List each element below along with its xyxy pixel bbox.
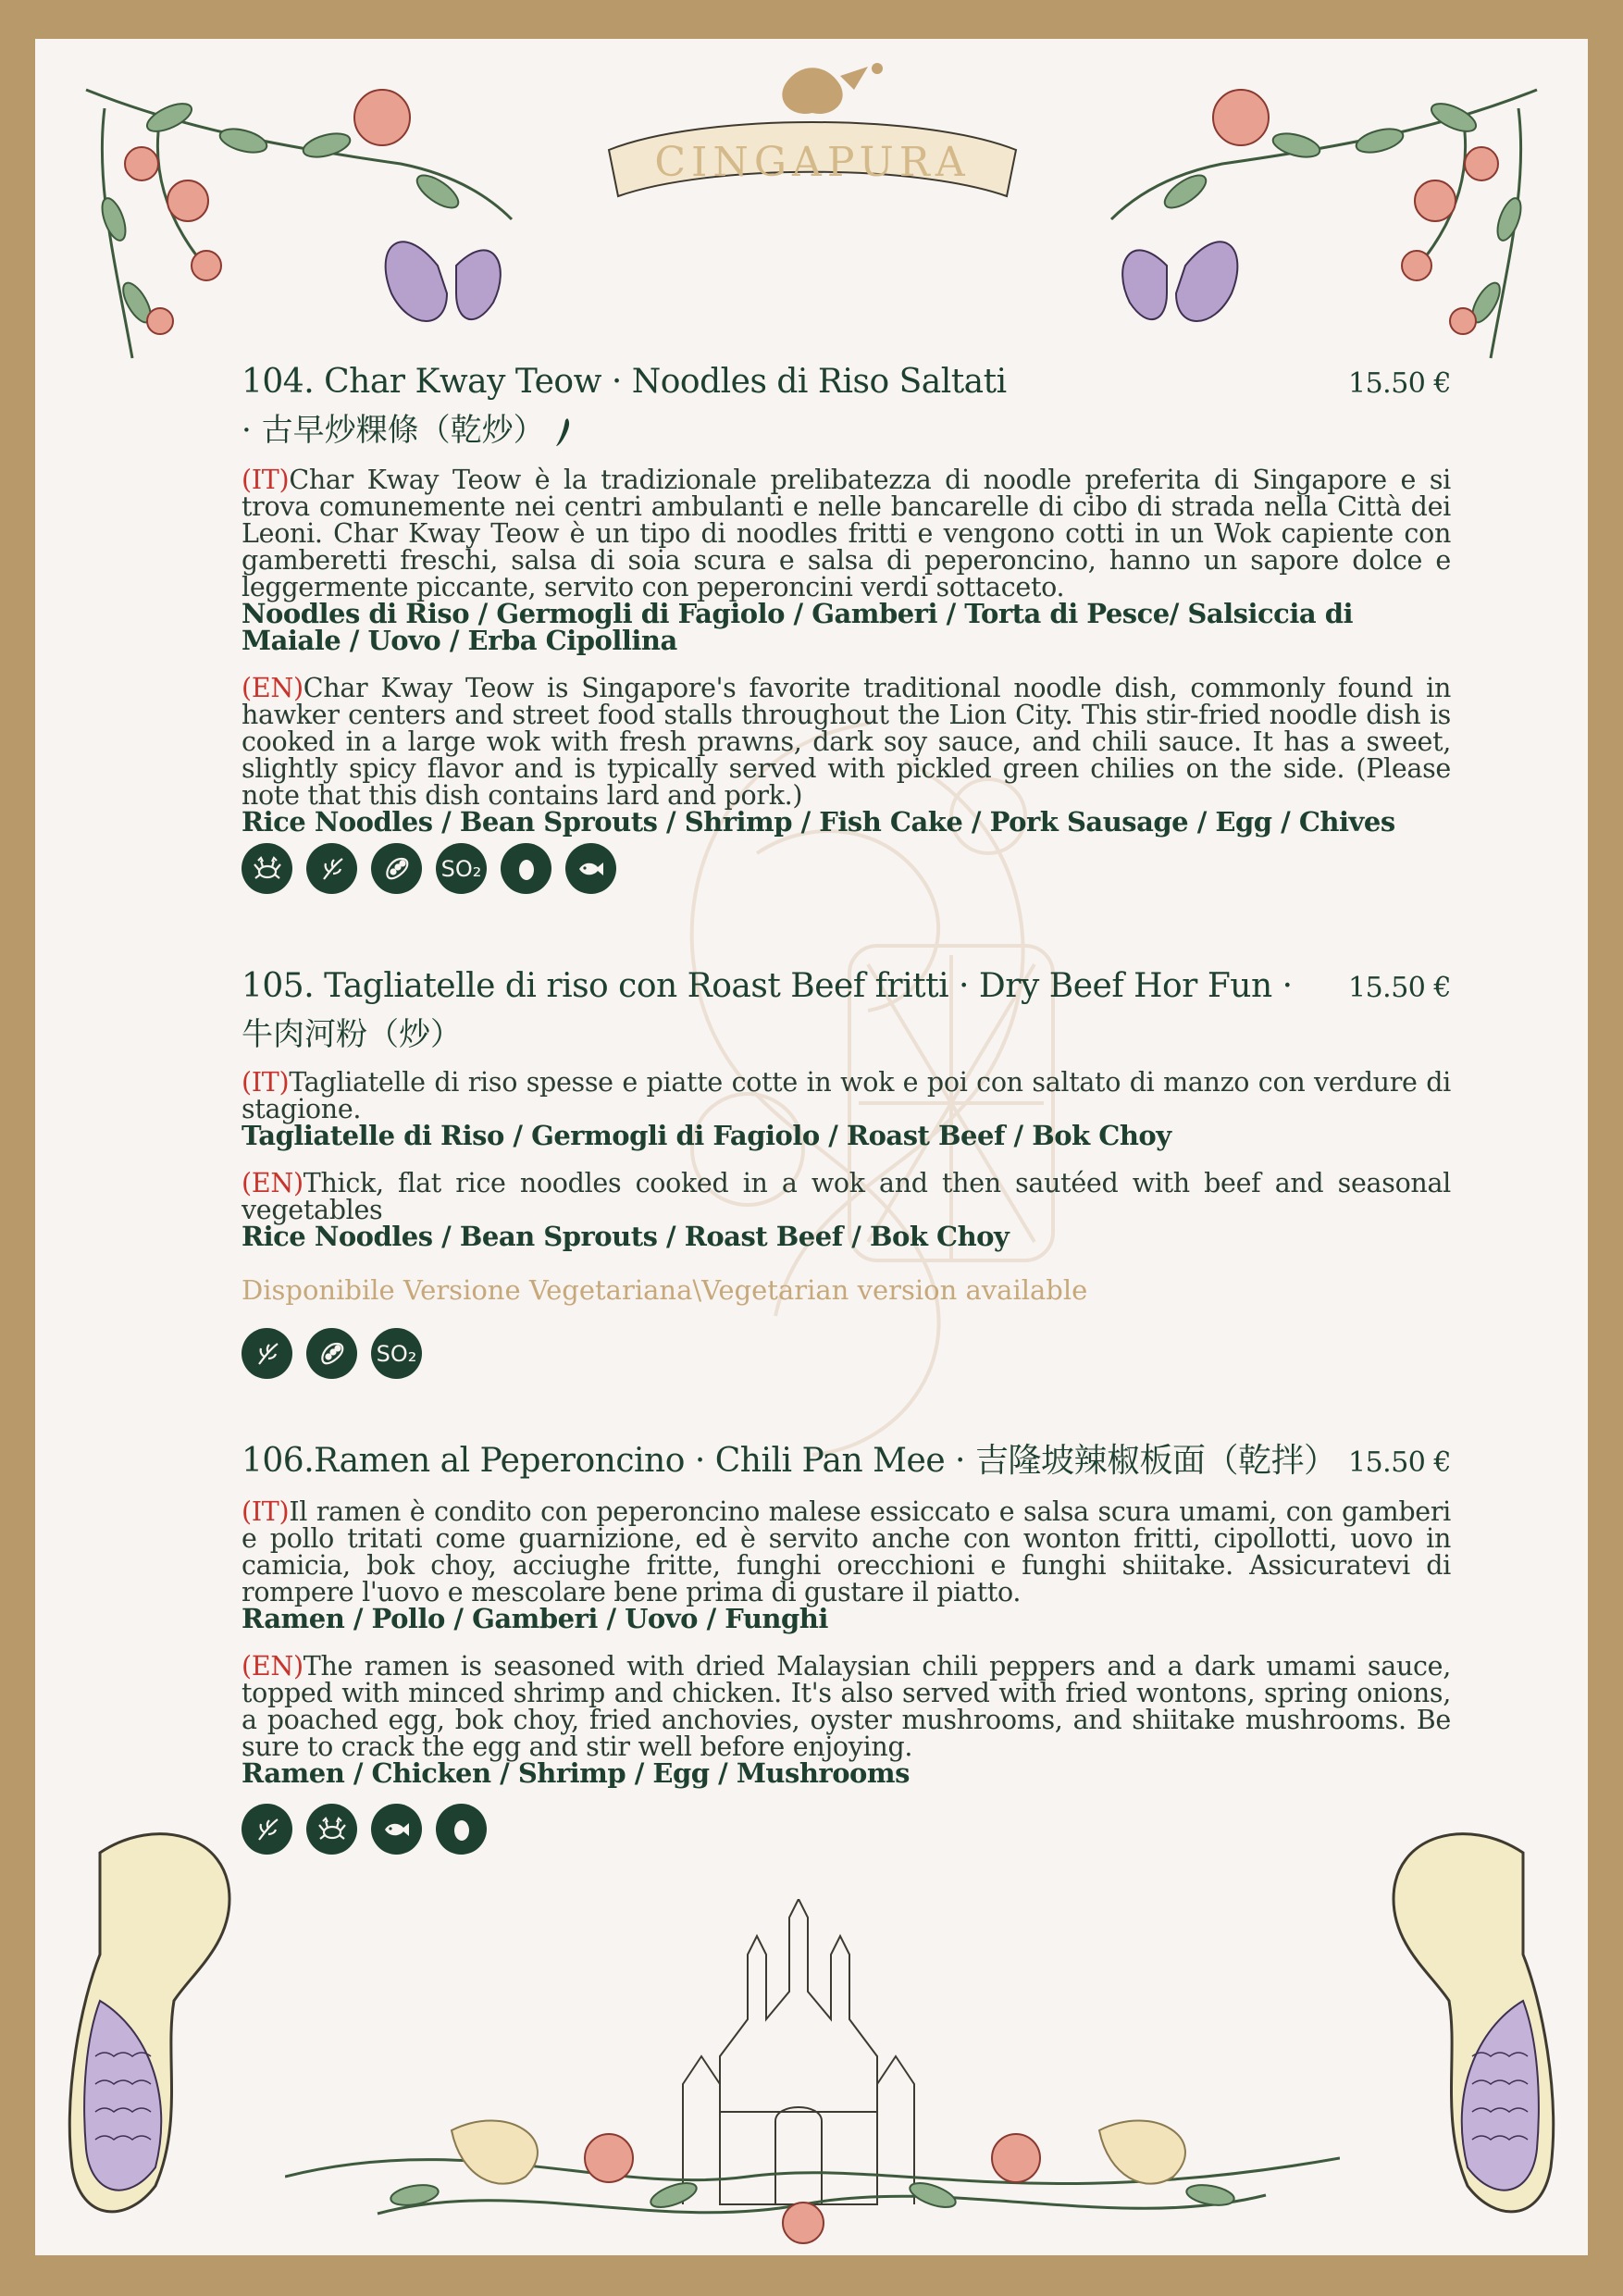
ingredients-en: Rice Noodles / Bean Sprouts / Shrimp / Fish Cake / Pork Sausage / Egg / Chives	[242, 806, 1395, 838]
floral-corner-top-left	[49, 53, 530, 386]
celery-icon	[306, 843, 357, 894]
description-it	[242, 1069, 1451, 1123]
lang-tag-en: (EN)	[242, 1168, 304, 1198]
lang-tag-it: (IT)	[242, 1496, 290, 1527]
dish-price: 15.50 €	[1347, 972, 1451, 1004]
allergen-icons	[242, 843, 1451, 894]
description-en	[242, 1653, 1451, 1760]
fish-icon	[565, 843, 616, 894]
description-en-text: The ramen is seasoned with dried Malaysian chili peppers and a dark umami sauce, topped with minced shrimp and chicken. It's also served with fried wontons, spring onions, a poached egg, bok choy, fried anchovies, oyster mushrooms, and shiitake mushrooms. Be sure to crack the egg and stir well before enjoying.	[242, 1651, 1451, 1762]
lang-tag-it: (IT)	[242, 1067, 290, 1098]
soy-icon	[371, 843, 422, 894]
description-it	[242, 1498, 1451, 1606]
ingredients-it: Tagliatelle di Riso / Germogli di Fagiolo / Roast Beef / Bok Choy	[242, 1120, 1171, 1151]
vegetarian-note: Disponibile Versione Vegetariana\Vegetarian version available	[242, 1274, 1088, 1306]
dish-header	[242, 363, 1451, 401]
celery-icon	[242, 1804, 292, 1855]
description-en	[242, 1170, 1451, 1223]
cathedral-illustration	[285, 1899, 1340, 2251]
dish-chinese-name	[242, 404, 1451, 450]
description-en	[242, 675, 1451, 809]
description-it	[242, 466, 1451, 601]
dish-header	[242, 967, 1451, 1005]
lang-tag-en: (EN)	[242, 1651, 304, 1682]
chinese-name-text: · 古早炒粿條（乾炒）	[242, 412, 545, 449]
sulphites-icon: SO₂	[371, 1328, 422, 1379]
dish-chinese-name: 牛肉河粉（炒）	[242, 1016, 462, 1053]
dish-price: 15.50 €	[1347, 367, 1451, 400]
egg-icon	[501, 843, 551, 894]
chili-icon	[554, 416, 575, 448]
description-it-text: Il ramen è condito con peperoncino malese essiccato e salsa scura umami, con gamberi e pollo tritati come guarnizione, ed è servito anche con wonton fritti, cipollotti, uovo in camicia, bok choy, acciughe fritte, funghi orecchioni e funghi shiitake. Assicuratevi di rompere l'uovo e mescolare bene prima di gustare il piatto.	[242, 1496, 1451, 1607]
description-en-text: Thick, flat rice noodles cooked in a wok and then sautéed with beef and seasonal vegetables	[242, 1168, 1451, 1225]
ingredients-en: Rice Noodles / Bean Sprouts / Roast Beef / Bok Choy	[242, 1221, 1010, 1252]
lang-tag-it: (IT)	[242, 465, 290, 495]
soy-icon	[306, 1328, 357, 1379]
dish-title: 106.Ramen al Peperoncino · Chili Pan Mee · 吉隆坡辣椒板面（乾拌）	[242, 1442, 1337, 1480]
crab-icon	[242, 843, 292, 894]
ingredients-it: Noodles di Riso / Germogli di Fagiolo / Gamberi / Torta di Pesce/ Salsiccia di Maiale / Uovo / Erba Cipollina	[242, 598, 1354, 656]
merlion-left	[44, 1816, 322, 2241]
celery-icon	[242, 1328, 292, 1379]
dish-104	[242, 363, 1451, 894]
ingredients-en: Ramen / Chicken / Shrimp / Egg / Mushrooms	[242, 1757, 910, 1789]
fish-icon	[371, 1804, 422, 1855]
sulphites-icon: SO₂	[436, 843, 487, 894]
dish-105	[242, 967, 1451, 1379]
allergen-icons	[242, 1328, 1451, 1379]
dish-106	[242, 1434, 1451, 1855]
title-banner	[572, 48, 1053, 233]
dish-title: 104. Char Kway Teow · Noodles di Riso Saltati	[242, 363, 1007, 401]
menu-page	[35, 39, 1588, 2255]
banner-title: CINGAPURA	[654, 139, 971, 186]
floral-corner-top-right	[1093, 53, 1574, 386]
dish-price: 15.50 €	[1347, 1446, 1451, 1479]
dish-title: 105. Tagliatelle di riso con Roast Beef fritti · Dry Beef Hor Fun ·	[242, 967, 1293, 1005]
merlion-right	[1301, 1816, 1579, 2241]
dish-header	[242, 1434, 1451, 1482]
allergen-icons	[242, 1804, 1451, 1855]
description-en-text: Char Kway Teow is Singapore's favorite traditional noodle dish, commonly found in hawker centers and street food stalls throughout the Lion City. This stir-fried noodle dish is cooked in a large wok with fresh prawns, dark soy sauce, and chili sauce. It has a sweet, slightly spicy flavor and is typically served with pickled green chilies on the side. (Please note that this dish contains lard and pork.)	[242, 673, 1451, 811]
description-it-text: Char Kway Teow è la tradizionale prelibatezza di noodle preferita di Singapore e si trova comunemente nei centri ambulanti e nelle bancarelle di cibo di strada nella Città dei Leoni. Char Kway Teow è un tipo di noodles fritti e vengono cotti in un Wok capiente con gamberetti freschi, salsa di soia scura e salsa di peperoncino, hanno un sapore dolce e leggermente piccante, servito con peperoncini verdi sottaceto.	[242, 465, 1451, 602]
lang-tag-en: (EN)	[242, 673, 304, 703]
egg-icon	[436, 1804, 487, 1855]
ingredients-it: Ramen / Pollo / Gamberi / Uovo / Funghi	[242, 1603, 828, 1634]
description-it-text: Tagliatelle di riso spesse e piatte cotte in wok e poi con saltato di manzo con verdure di stagione.	[242, 1067, 1451, 1124]
crab-icon	[306, 1804, 357, 1855]
